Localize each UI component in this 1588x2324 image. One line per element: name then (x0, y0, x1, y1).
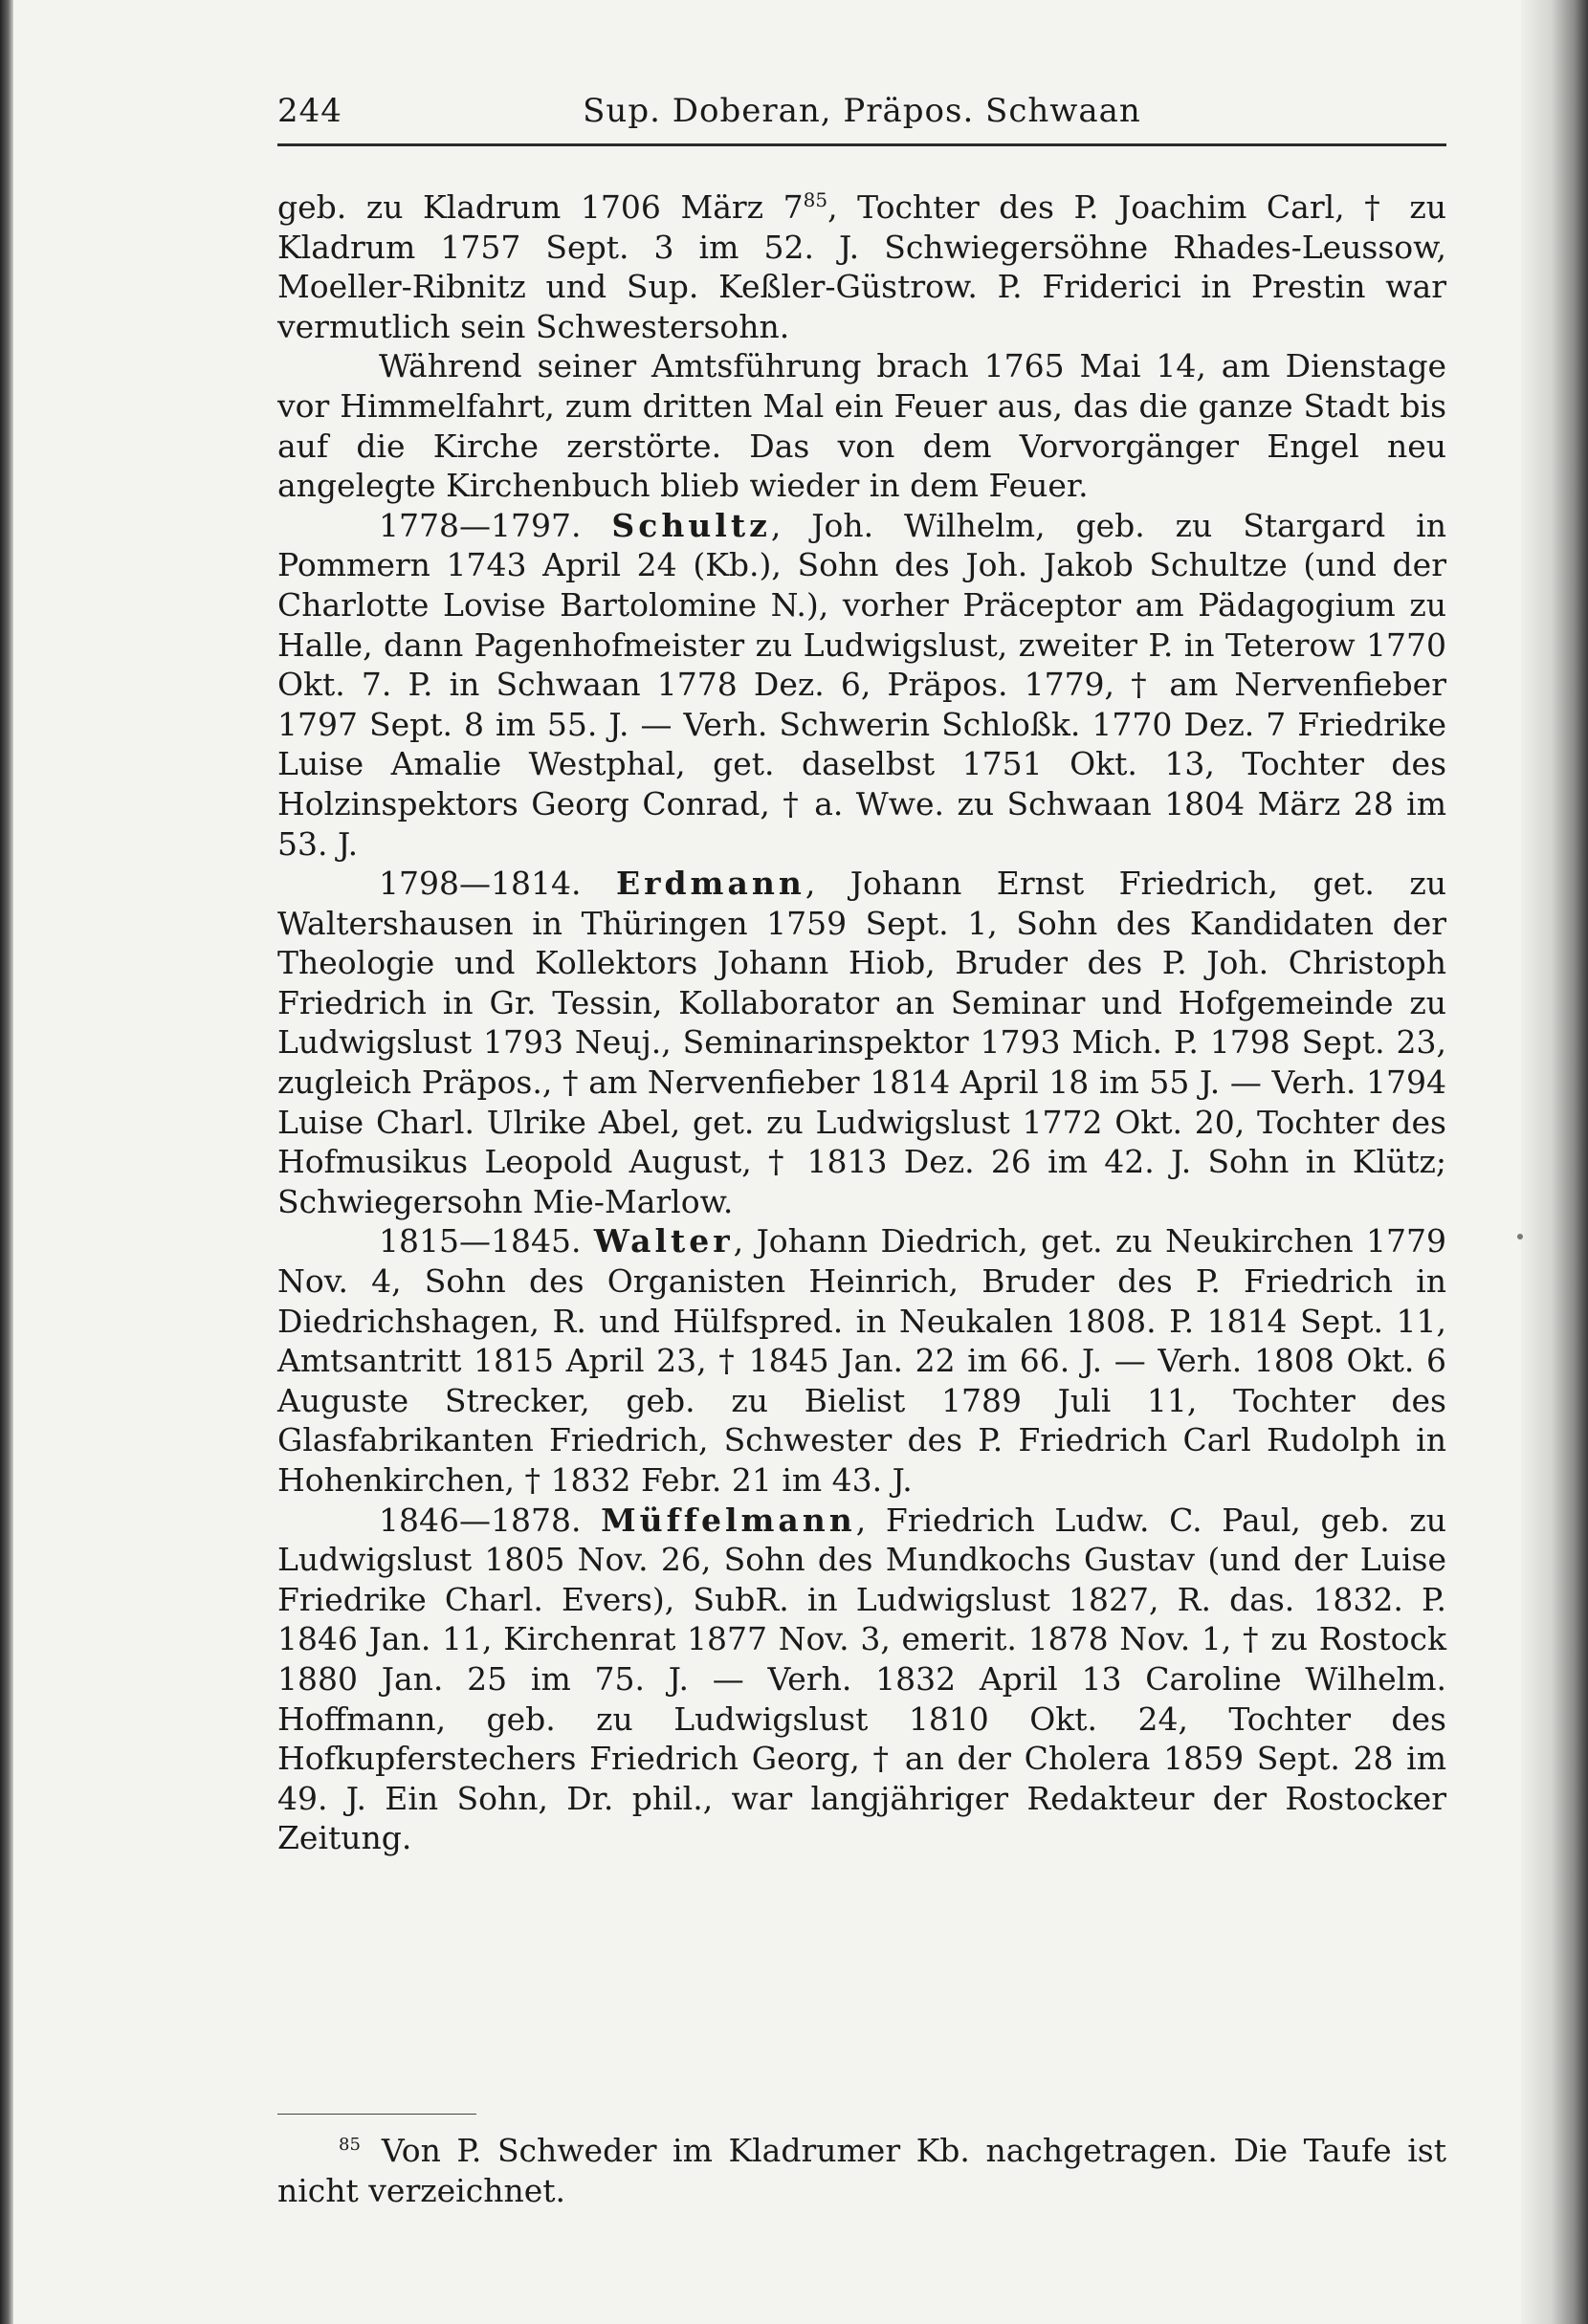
intro-paragraph (277, 187, 1446, 346)
book-page (277, 84, 1446, 2284)
fire-paragraph: Während seiner Amtsführung brach 1765 Mai 14, am Dienstage vor Himmelfahrt, zum dritten Mal ein Feuer aus, das die ganze Stadt bis auf die Kirche zerstörte. Das von dem Vorvorgänger Engel neu angelegte Kirchenbuch blieb wieder in dem Feuer. (277, 347, 1446, 505)
page-body (277, 187, 1446, 1858)
intro-text-rest: , Tochter des P. Joachim Carl, † zu Kladrum 1757 Sept. 3 im 52. J. Schwiegersöhne Rhades-Leussow, Moeller-Ribnitz und Sup. Keßler-Güstrow. P. Friderici in Prestin war vermutlich sein Schwestersohn. (277, 188, 1446, 345)
header-rule (277, 143, 1446, 146)
footnote-text: Von P. Schweder im Kladrumer Kb. nachgetragen. Die Taufe ist nicht verzeichnet. (277, 2132, 1446, 2209)
entry-text: , Johann Ernst Friedrich, get. zu Waltershausen in Thüringen 1759 Sept. 1, Sohn des Kandidaten der Theologie und Kollektors Johann Hiob, Bruder des P. Joh. Christoph Friedrich in Gr. Tessin, Kollaborator an Seminar und Hofgemeinde zu Ludwigslust 1793 Neuj., Seminarinspektor 1793 Mich. P. 1798 Sept. 23, zugleich Präpos., † am Nervenfieber 1814 April 18 im 55 J. — Verh. 1794 Luise Charl. Ulrike Abel, get. zu Ludwigslust 1772 Okt. 20, Tochter des Hofmusikus Leopold August, † 1813 Dez. 26 im 42. J. Sohn in Klütz; Schwiegersohn Mie-Marlow. (277, 865, 1446, 1220)
entry-text: , Joh. Wilhelm, geb. zu Stargard in Pommern 1743 April 24 (Kb.), Sohn des Joh. Jakob Schultze (und der Charlotte Lovise Bartolomine N.), vorher Präceptor am Pädagogium zu Halle, dann Pagenhofmeister zu Ludwigslust, zweiter P. in Teterow 1770 Okt. 7. P. in Schwaan 1778 Dez. 6, Präpos. 1779, † am Nervenfieber 1797 Sept. 8 im 55. J. — Verh. Schwerin Schloßk. 1770 Dez. 7 Friedrike Luise Amalie Westphal, get. daselbst 1751 Okt. 13, Tochter des Holzinspektors Georg Conrad, † a. Wwe. zu Schwaan 1804 März 28 im 53. J. (277, 506, 1446, 863)
entry-years: 1815—1845. (379, 1222, 582, 1261)
pastor-entry (277, 864, 1446, 1221)
entry-name: Erdmann (615, 865, 805, 903)
pastor-entry (277, 506, 1446, 864)
page-header (277, 84, 1446, 138)
pastor-entry (277, 1501, 1446, 1858)
scan-shadow-right (1521, 0, 1588, 2324)
entry-years: 1798—1814. (379, 865, 582, 903)
page-number: 244 (277, 92, 342, 130)
footnote (277, 2131, 1446, 2211)
scan-shadow-left (0, 0, 13, 2324)
entry-name: Schultz (611, 506, 771, 544)
footnote-mark: 85 (339, 2135, 361, 2155)
entry-text: , Johann Diedrich, get. zu Neukirchen 1779 Nov. 4, Sohn des Organisten Heinrich, Bruder des P. Friedrich in Diedrichshagen, R. und Hülfspred. in Neukalen 1808. P. 1814 Sept. 11, Amtsantritt 1815 April 23, † 1845 Jan. 22 im 66. J. — Verh. 1808 Okt. 6 Auguste Strecker, geb. zu Bielist 1789 Juli 11, Tochter des Glasfabrikanten Friedrich, Schwester des P. Friedrich Carl Rudolph in Hohenkirchen, † 1832 Febr. 21 im 43. J. (277, 1222, 1446, 1499)
entry-years: 1778—1797. (379, 506, 582, 544)
running-head: Sup. Doberan, Präpos. Schwaan (583, 92, 1141, 130)
footnote-reference: 85 (803, 188, 828, 211)
pastor-entry (277, 1221, 1446, 1500)
scan-speck (1517, 1234, 1523, 1239)
entry-name: Walter (593, 1222, 734, 1261)
footnote-rule (277, 2114, 476, 2115)
entry-years: 1846—1878. (379, 1501, 582, 1539)
entry-name: Müffelmann (601, 1501, 856, 1539)
intro-text: geb. zu Kladrum 1706 März 7 (277, 188, 804, 226)
entry-text: , Friedrich Ludw. C. Paul, geb. zu Ludwigslust 1805 Nov. 26, Sohn des Mundkochs Gustav (und der Luise Friedrike Charl. Evers), SubR. in Ludwigslust 1827, R. das. 1832. P. 1846 Jan. 11, Kirchenrat 1877 Nov. 3, emerit. 1878 Nov. 1, † zu Rostock 1880 Jan. 25 im 75. J. — Verh. 1832 April 13 Caroline Wilhelm. Hoffmann, geb. zu Ludwigslust 1810 Okt. 24, Tochter des Hofkupferstechers Friedrich Georg, † an der Cholera 1859 Sept. 28 im 49. J. Ein Sohn, Dr. phil., war langjähriger Redakteur der Rostocker Zeitung. (277, 1501, 1446, 1857)
